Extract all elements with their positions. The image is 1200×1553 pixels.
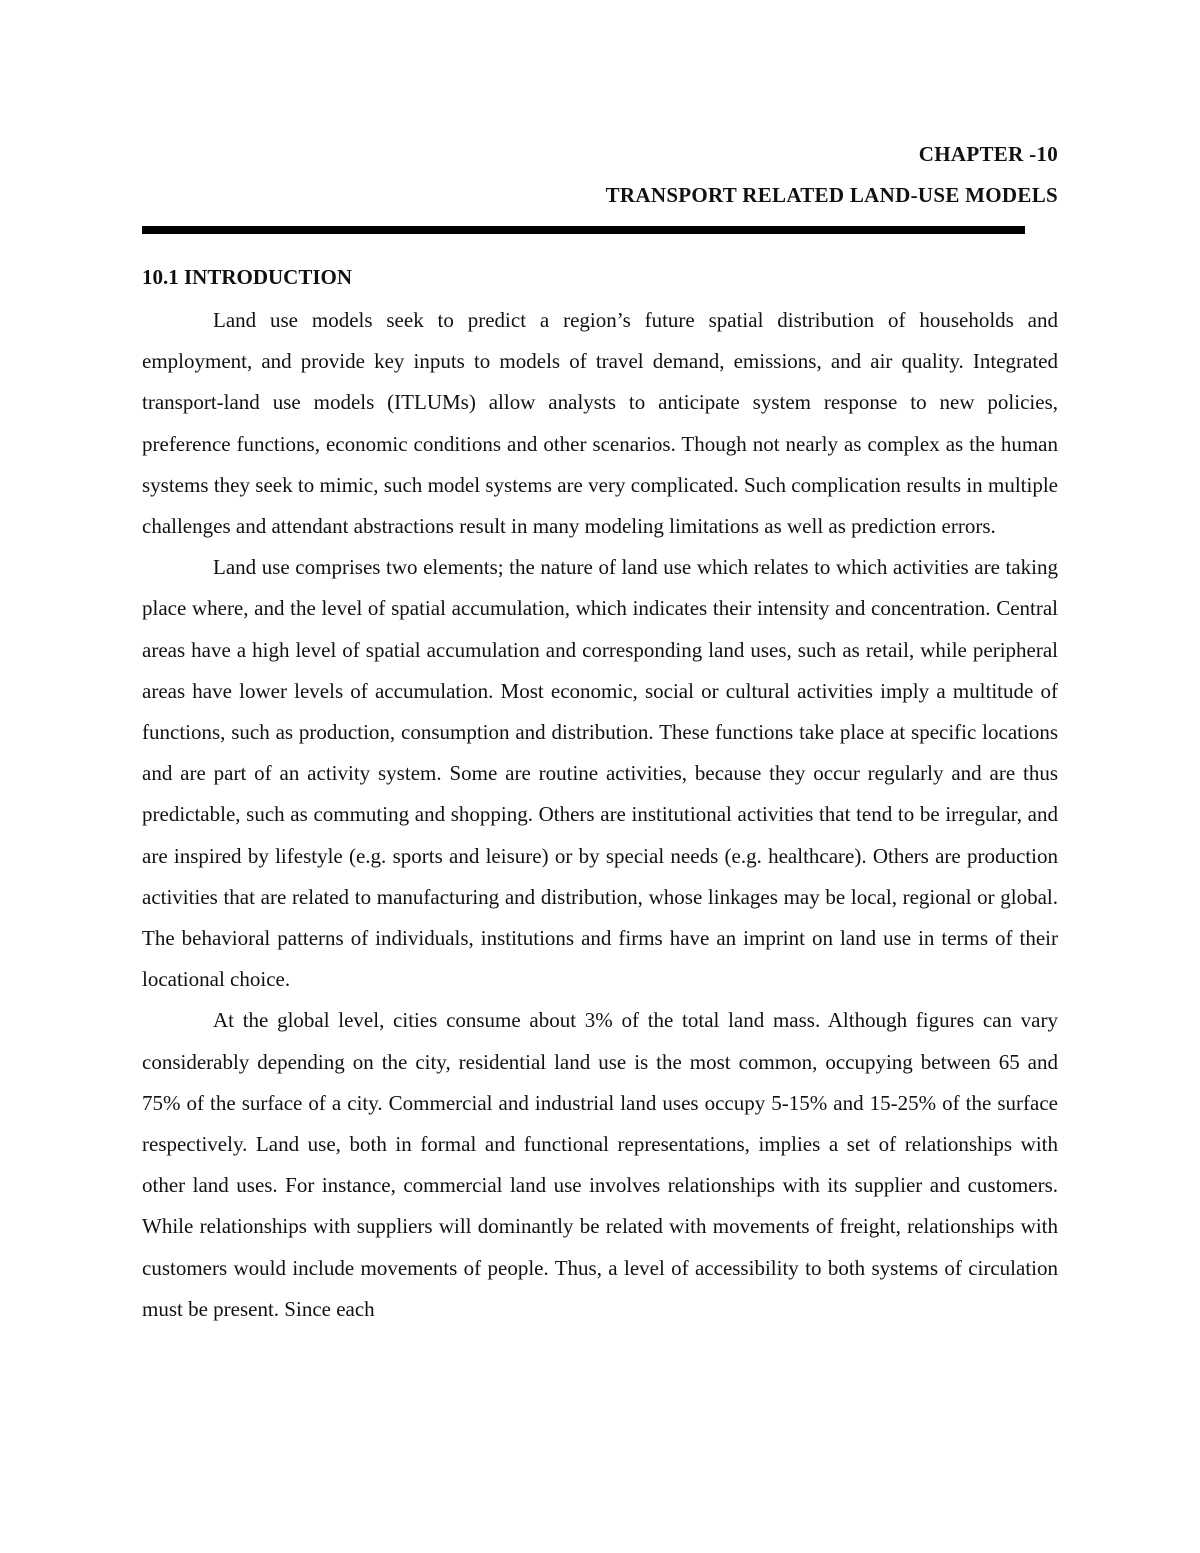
paragraph: Land use models seek to predict a region’s future spatial distribution of households and employment, and provide key inputs to models of travel demand, emissions, and air quality. Integrated transport-land use models (ITLUMs) allow analysts to anticipate system response to new policies, preference functions, economic conditions and other scenarios. Though not nearly as complex as the human systems they seek to mimic, such model systems are very complicated. Such complication results in multiple challenges and attendant abstractions result in many modeling limitations as well as prediction errors.	[142, 308, 1058, 539]
paragraph: At the global level, cities consume about 3% of the total land mass. Although figures can vary considerably depending on the city, residential land use is the most common, occupying between 65 and 75% of the surface of a city. Commercial and industrial land uses occupy 5-15% and 15-25% of the surface respectively. Land use, both in formal and functional representations, implies a set of relationships with other land uses. For instance, commercial land use involves relationships with its supplier and customers. While relationships with suppliers will dominantly be related with movements of freight, relationships with customers would include movements of people. Thus, a level of accessibility to both systems of circulation must be present. Since each	[142, 1008, 1058, 1321]
chapter-label: CHAPTER -10	[918, 142, 1058, 166]
section-body	[142, 300, 1058, 1330]
heading-divider	[142, 226, 1025, 234]
paragraph: Land use comprises two elements; the nature of land use which relates to which activities are taking place where, and the level of spatial accumulation, which indicates their intensity and concentration. Central areas have a high level of spatial accumulation and corresponding land uses, such as retail, while peripheral areas have lower levels of accumulation. Most economic, social or cultural activities imply a multitude of functions, such as production, consumption and distribution. These functions take place at specific locations and are part of an activity system. Some are routine activities, because they occur regularly and are thus predictable, such as commuting and shopping. Others are institutional activities that tend to be irregular, and are inspired by lifestyle (e.g. sports and leisure) or by special needs (e.g. healthcare). Others are production activities that are related to manufacturing and distribution, whose linkages may be local, regional or global. The behavioral patterns of individuals, institutions and firms have an imprint on land use in terms of their locational choice.	[142, 555, 1058, 992]
section-heading: 10.1 INTRODUCTION	[142, 265, 353, 289]
chapter-title: TRANSPORT RELATED LAND-USE MODELS	[605, 183, 1058, 207]
